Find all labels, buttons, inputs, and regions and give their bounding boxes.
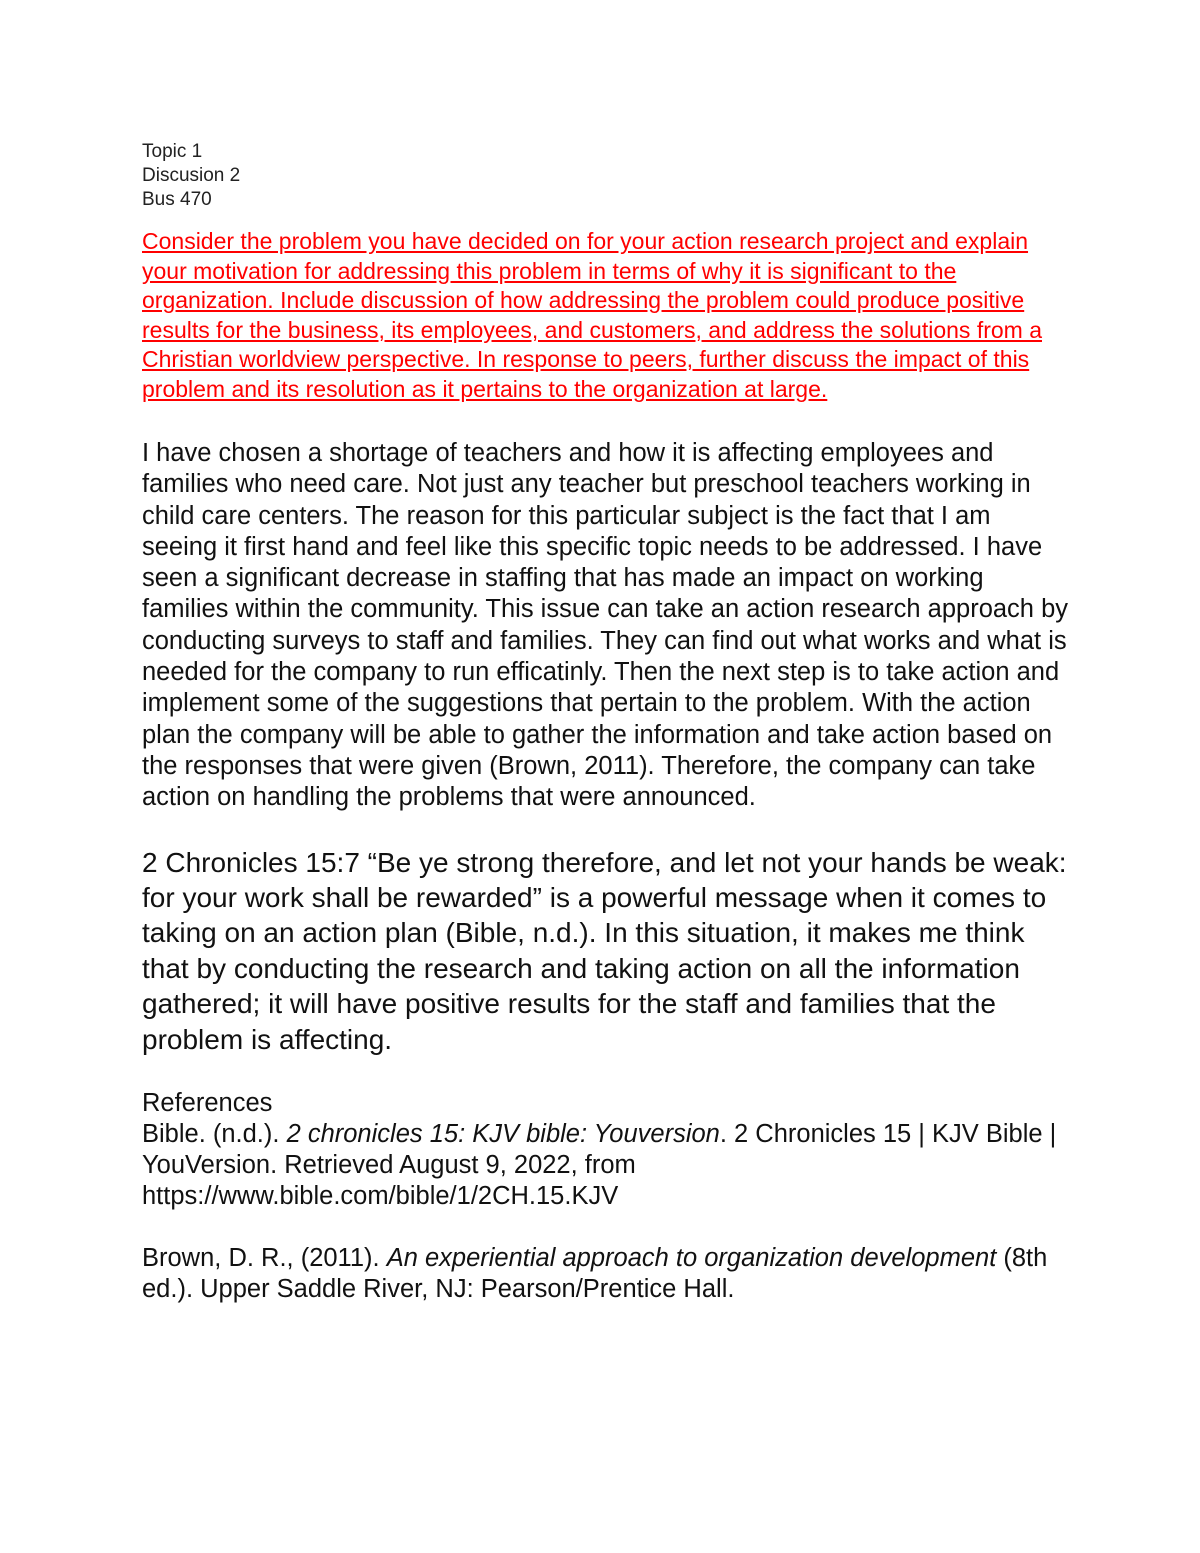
topic-label: Topic 1	[142, 141, 203, 162]
reference-title: An experiential approach to organization development	[386, 1244, 997, 1272]
discussion-label: Discusion 2	[142, 165, 241, 186]
response-paragraph: I have chosen a shortage of teachers and how it is affecting employees and families who need care. Not just any teacher but preschool teachers working in child care centers. The reason for this particular subject is the fact that I am seeing it first hand and feel like this specific topic needs to be addressed. I have seen a significant decrease in staffing that has made an impact on working families within the community. This issue can take an action research approach by conducting surveys to staff and families. They can find out what works and what is needed for the company to run efficatinly. Then the next step is to take action and implement some of the suggestions that pertain to the problem. With the action plan the company will be able to gather the information and take action based on the responses that were given (Brown, 2011). Therefore, the company can take action on handling the problems that were announced.	[142, 439, 1069, 812]
reference-tail: . 2 Chronicles 15 | KJV Bible | YouVersion. Retrieved August 9, 2022, from https://www.bible.com/bible/1/2CH.15.KJV	[142, 1120, 1057, 1210]
reference-item-bible	[142, 1119, 1072, 1212]
document-page	[142, 140, 1072, 1305]
reference-title: 2 chronicles 15: KJV bible: Youversion	[286, 1120, 720, 1148]
reference-lead: Bible. (n.d.).	[142, 1120, 287, 1148]
reference-tail: (8th ed.). Upper Saddle River, NJ: Pearson/Prentice Hall.	[142, 1244, 1048, 1303]
references-heading: References	[142, 1089, 273, 1117]
discussion-prompt: Consider the problem you have decided on for your action research project and explain your motivation for addressing this problem in terms of why it is significant to the organization. Include discussion of how addressing the problem could produce positive results for the business, its employees, and customers, and address the solutions from a Christian worldview perspective. In response to peers, further discuss the impact of this problem and its resolution as it pertains to the organization at large.	[142, 228, 1042, 402]
scripture-paragraph: 2 Chronicles 15:7 “Be ye strong therefore, and let not your hands be weak: for your work shall be rewarded” is a powerful message when it comes to taking on an action plan (Bible, n.d.). In this situation, it makes me think that by conducting the research and taking action on all the information gathered; it will have positive results for the staff and families that the problem is affecting.	[142, 846, 1067, 1055]
reference-item-brown	[142, 1243, 1072, 1305]
course-label: Bus 470	[142, 189, 212, 210]
reference-lead: Brown, D. R., (2011).	[142, 1244, 387, 1272]
